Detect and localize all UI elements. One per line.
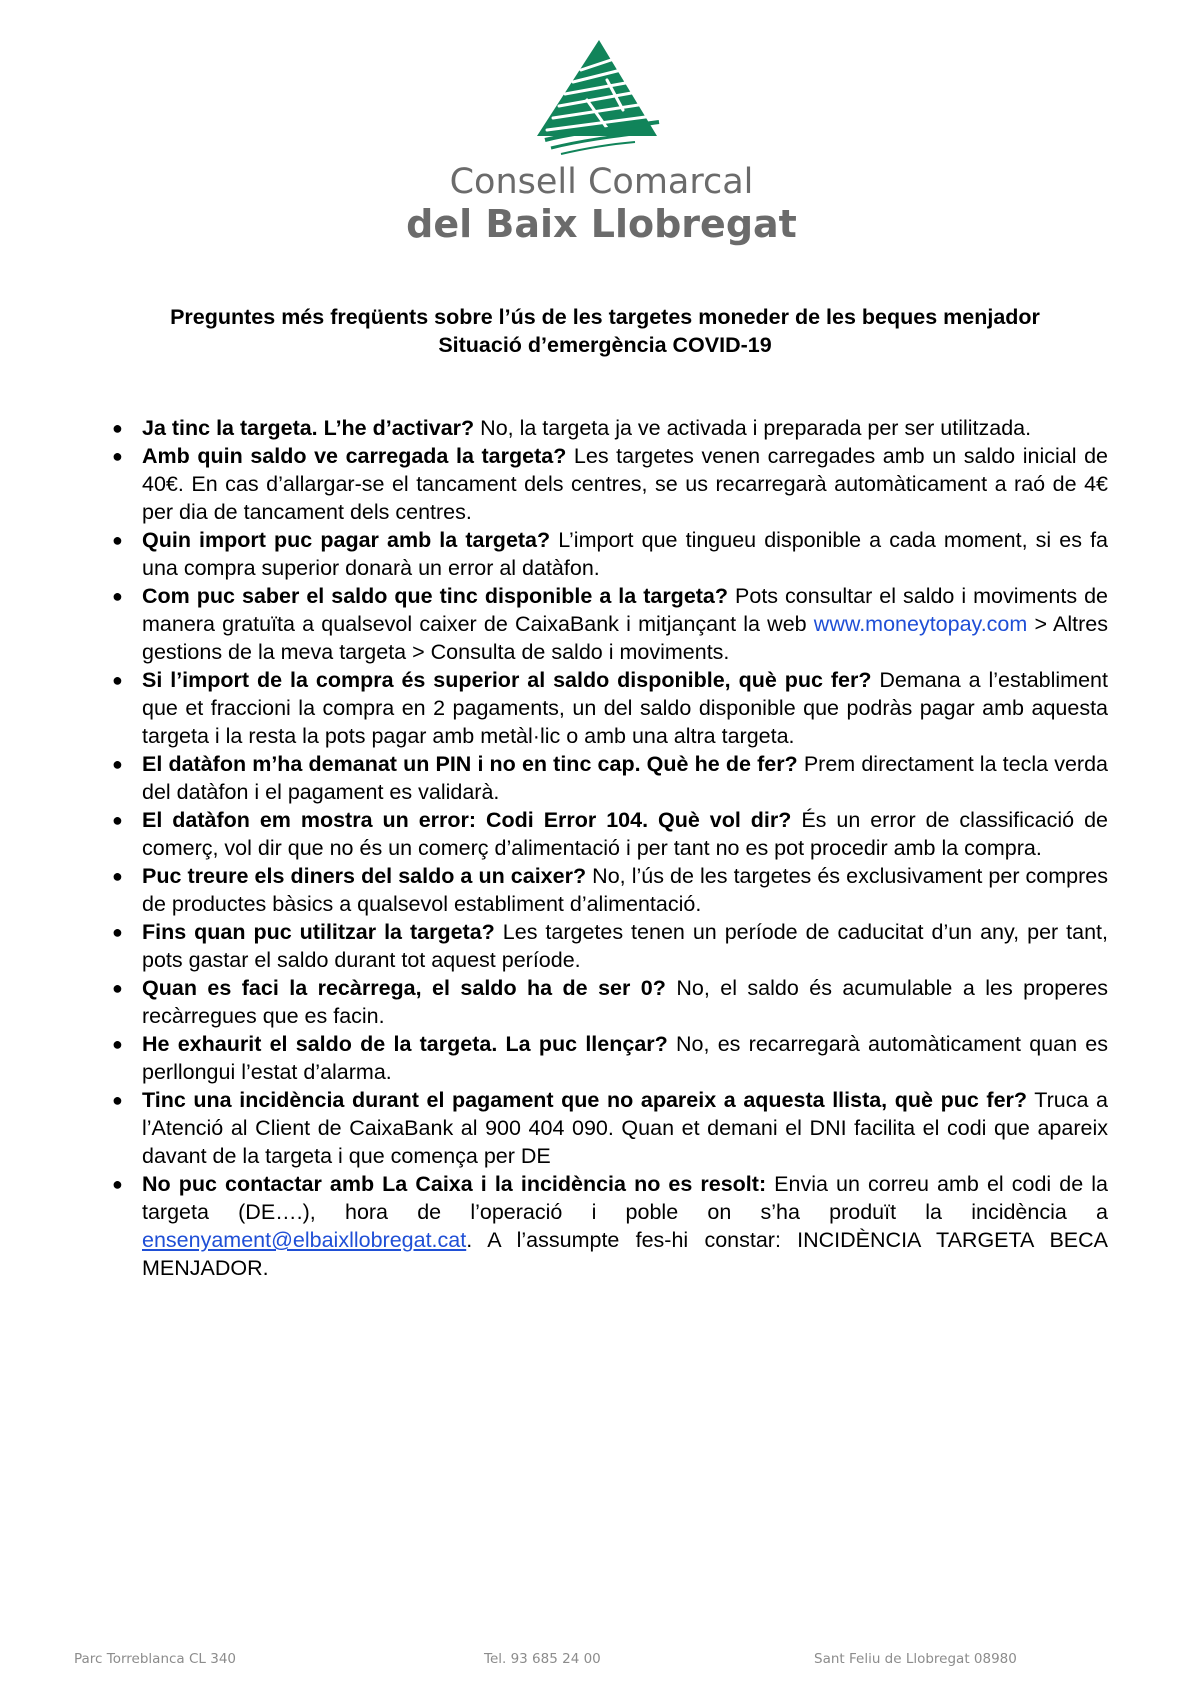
faq-answer: No, l’ús de les targetes és exclusivament per compres de productes bàsics a qualsevol establiment d’alimentació. bbox=[142, 864, 1109, 916]
faq-answer: Envia un correu amb el codi de la targeta (DE….), hora de l’operació i poble on s’ha produït la incidència a bbox=[142, 1172, 1108, 1224]
faq-question: Fins quan puc utilitzar la targeta? bbox=[142, 920, 495, 944]
faq-answer: Les targetes tenen un període de caducitat d’un any, per tant, pots gastar el saldo durant tot aquest període. bbox=[142, 920, 1108, 972]
faq-item bbox=[112, 1086, 1108, 1170]
faq-answer: No, el saldo és acumulable a les properes recàrregues que es facin. bbox=[142, 976, 1108, 1028]
faq-question: Quan es faci la recàrrega, el saldo ha de ser 0? bbox=[142, 976, 666, 1000]
faq-item bbox=[112, 442, 1108, 526]
bullet-icon: ● bbox=[112, 1174, 123, 1194]
faq-answer: Prem directament la tecla verda del datàfon i el pagament es validarà. bbox=[142, 752, 1108, 804]
footer-phone: Tel. 93 685 24 00 bbox=[484, 1651, 601, 1667]
organization-logo bbox=[0, 40, 1203, 246]
bullet-icon: ● bbox=[112, 810, 123, 830]
footer-address: Parc Torreblanca CL 340 bbox=[74, 1651, 236, 1667]
faq-answer: Les targetes venen carregades amb un saldo inicial de 40€. En cas d’allargar-se el tancament dels centres, se us recarregarà automàticament a raó de 4€ per dia de tancament dels centres. bbox=[142, 444, 1108, 524]
faq-answer: No, la targeta ja ve activada i preparada per ser utilitzada. bbox=[474, 416, 1032, 440]
tree-icon bbox=[537, 40, 667, 158]
faq-question: Si l’import de la compra és superior al saldo disponible, què puc fer? bbox=[142, 668, 872, 692]
faq-question: Ja tinc la targeta. L’he d’activar? bbox=[142, 416, 475, 440]
title-line1: Preguntes més freqüents sobre l’ús de les targetes moneder de les beques menjador bbox=[170, 305, 1040, 329]
bullet-icon: ● bbox=[112, 922, 123, 942]
faq-answer: Demana a l’establiment que et fraccioni la compra en 2 pagaments, un del saldo disponible que podràs pagar amb aquesta targeta i la resta la pots pagar amb metàl·lic o amb una altra targeta. bbox=[142, 668, 1108, 748]
faq-item bbox=[112, 414, 1108, 442]
faq-question: Amb quin saldo ve carregada la targeta? bbox=[142, 444, 567, 468]
faq-question: He exhaurit el saldo de la targeta. La puc llençar? bbox=[142, 1032, 668, 1056]
faq-list bbox=[112, 414, 1108, 1282]
bullet-icon: ● bbox=[112, 586, 123, 606]
faq-item bbox=[112, 918, 1108, 974]
bullet-icon: ● bbox=[112, 418, 123, 438]
faq-item bbox=[112, 862, 1108, 918]
faq-answer-continued: . A l’assumpte fes-hi constar: INCIDÈNCIA TARGETA BECA MENJADOR. bbox=[142, 1228, 1108, 1280]
faq-answer: L’import que tingueu disponible a cada moment, si es fa una compra superior donarà un error al datàfon. bbox=[142, 528, 1108, 580]
moneytopay-link[interactable]: www.moneytopay.com bbox=[813, 612, 1028, 636]
faq-answer: No, es recarregarà automàticament quan es perllongui l’estat d’alarma. bbox=[142, 1032, 1108, 1084]
faq-answer: Truca a l’Atenció al Client de CaixaBank al 900 404 090. Quan et demani el DNI facilita el codi que apareix davant de la targeta i que comença per DE bbox=[142, 1088, 1108, 1168]
email-link[interactable]: ensenyament@elbaixllobregat.cat bbox=[142, 1228, 467, 1252]
faq-question: El datàfon em mostra un error: Codi Error 104. Què vol dir? bbox=[142, 808, 792, 832]
faq-item bbox=[112, 806, 1108, 862]
bullet-icon: ● bbox=[112, 446, 123, 466]
faq-answer: És un error de classificació de comerç, vol dir que no és un comerç d’alimentació i per tant no es pot procedir amb la compra. bbox=[142, 808, 1108, 860]
faq-item bbox=[112, 750, 1108, 806]
faq-question: El datàfon m’ha demanat un PIN i no en tinc cap. Què he de fer? bbox=[142, 752, 798, 776]
faq-answer-continued: > Altres gestions de la meva targeta > Consulta de saldo i moviments. bbox=[142, 612, 1108, 664]
faq-question: Quin import puc pagar amb la targeta? bbox=[142, 528, 551, 552]
faq-question: Tinc una incidència durant el pagament que no apareix a aquesta llista, què puc fer? bbox=[142, 1088, 1028, 1112]
bullet-icon: ● bbox=[112, 866, 123, 886]
faq-question: Puc treure els diners del saldo a un caixer? bbox=[142, 864, 587, 888]
title-line2: Situació d’emergència COVID-19 bbox=[438, 333, 772, 357]
footer-city: Sant Feliu de Llobregat 08980 bbox=[814, 1651, 1017, 1667]
faq-item bbox=[112, 582, 1108, 666]
bullet-icon: ● bbox=[112, 754, 123, 774]
faq-item bbox=[112, 526, 1108, 582]
bullet-icon: ● bbox=[112, 1034, 123, 1054]
bullet-icon: ● bbox=[112, 670, 123, 690]
faq-question: Com puc saber el saldo que tinc disponible a la targeta? bbox=[142, 584, 729, 608]
faq-item bbox=[112, 666, 1108, 750]
faq-answer: Pots consultar el saldo i moviments de manera gratuïta a qualsevol caixer de CaixaBank i mitjançant la web bbox=[142, 584, 1108, 636]
bullet-icon: ● bbox=[112, 1090, 123, 1110]
faq-item bbox=[112, 974, 1108, 1030]
bullet-icon: ● bbox=[112, 530, 123, 550]
faq-item bbox=[112, 1170, 1108, 1282]
faq-question: No puc contactar amb La Caixa i la incidència no es resolt: bbox=[142, 1172, 767, 1196]
logo-text-line2: del Baix Llobregat bbox=[406, 202, 797, 246]
page-title bbox=[100, 303, 1110, 359]
logo-text-line1: Consell Comarcal bbox=[449, 162, 754, 202]
faq-item bbox=[112, 1030, 1108, 1086]
bullet-icon: ● bbox=[112, 978, 123, 998]
